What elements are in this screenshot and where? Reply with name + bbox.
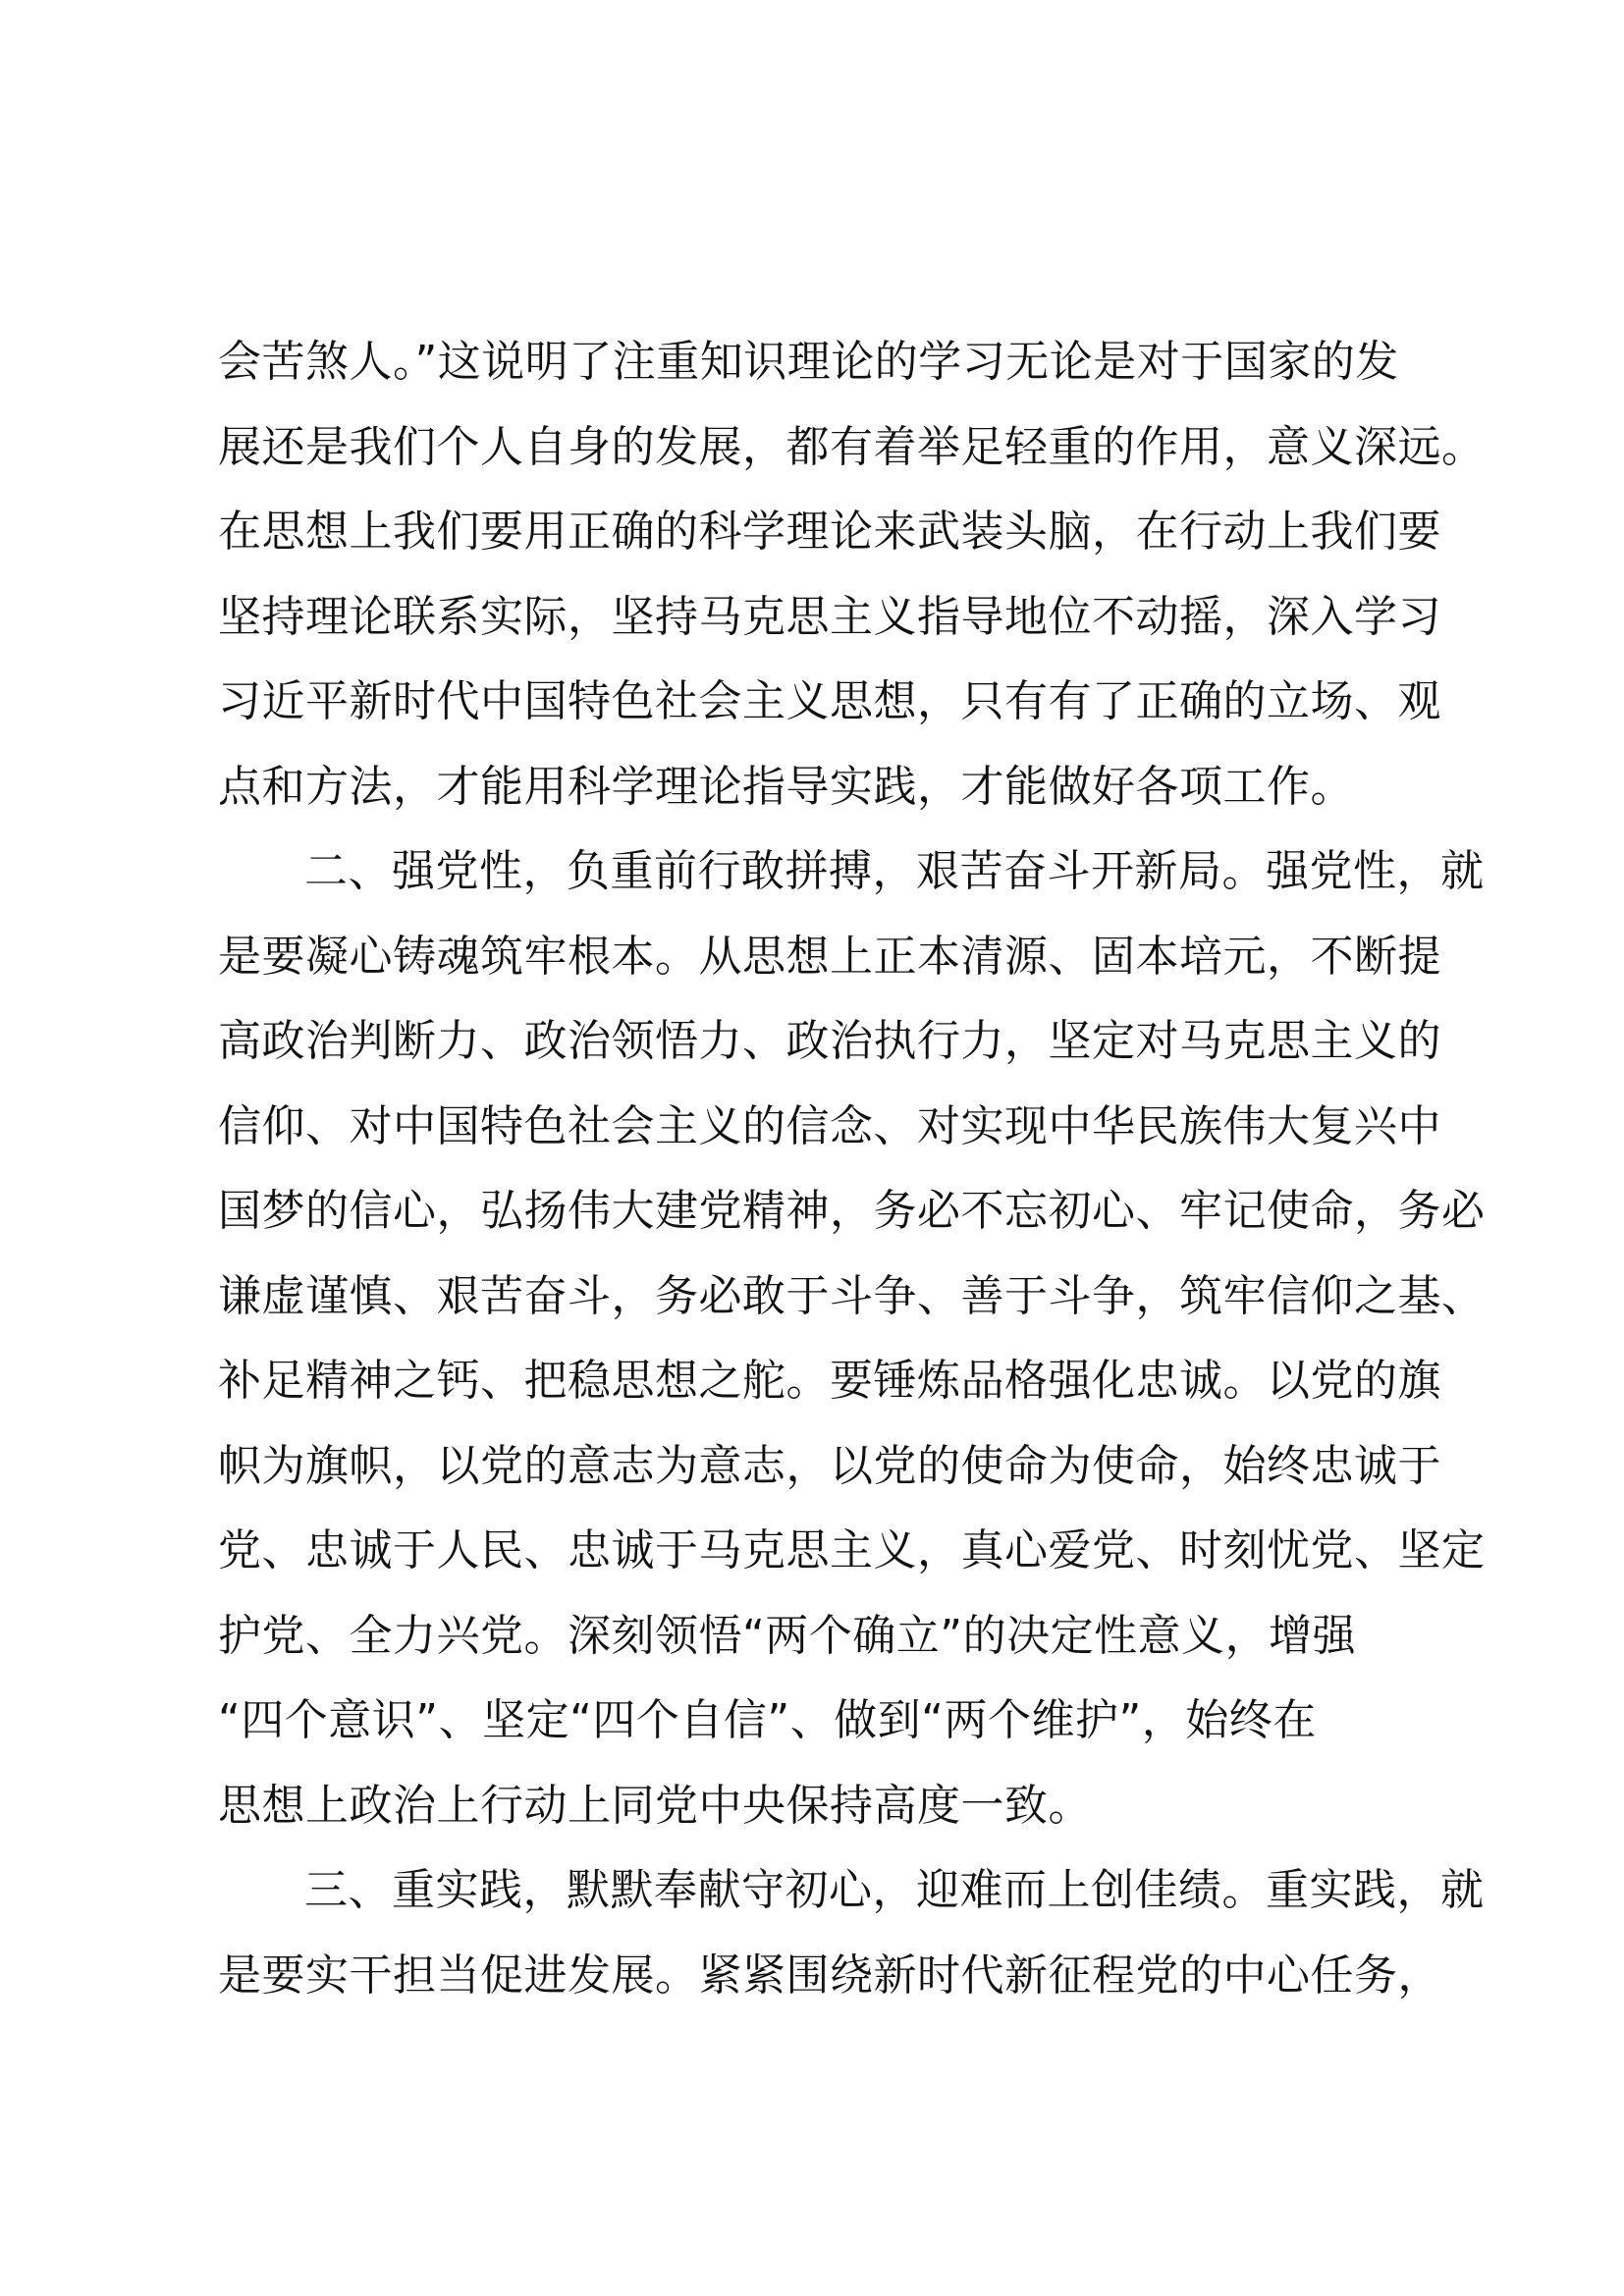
text-line: 展还是我们个人自身的发展，都有着举足轻重的作用，意义深远。 [218,421,1486,472]
text-line: 是要实干担当促进发展。紧紧围绕新时代新征程党的中心任务， [218,1949,1441,2001]
text-line: 会苦煞人。”这说明了注重知识理论的学习无论是对于国家的发 [218,337,1399,387]
text-line: 是要凝心铸魂筑牢根本。从思想上正本清源、固本培元，不断提 [218,931,1441,982]
text-line: 思想上政治上行动上同党中央保持高度一致。 [218,1780,1092,1831]
text-line: 帜为旗帜，以党的意志为意志，以党的使命为使命，始终忠诚于 [218,1440,1441,1491]
text-line: 护党、全力兴党。深刻领悟“两个确立”的决定性意义，增强 [218,1610,1357,1661]
text-line: 点和方法，才能用科学理论指导实践，才能做好各项工作。 [218,761,1354,812]
text-line: 补足精神之钙、把稳思想之舵。要锤炼品格强化忠诚。以党的旗 [218,1356,1441,1406]
section-heading-line: 三、重实践，默默奉献守初心，迎难而上创佳绩。重实践，就 [304,1865,1485,1915]
text-line: 坚持理论联系实际，坚持马克思主义指导地位不动摇，深入学习 [218,591,1441,642]
text-line: 在思想上我们要用正确的科学理论来武装头脑，在行动上我们要 [218,507,1441,557]
text-line: 信仰、对中国特色社会主义的信念、对实现中华民族伟大复兴中 [218,1100,1441,1151]
text-line: 党、忠诚于人民、忠诚于马克思主义，真心爱党、时刻忧党、坚定 [218,1525,1486,1575]
section-heading-line: 二、强党性，负重前行敢拼搏，艰苦奋斗开新局。强党性，就 [304,846,1485,896]
text-line: 国梦的信心，弘扬伟大建党精神，务必不忘初心、牢记使命，务必 [218,1186,1486,1236]
text-line: 谦虚谨慎、艰苦奋斗，务必敢于斗争、善于斗争，筑牢信仰之基、 [218,1270,1486,1321]
body-text [218,320,1486,2018]
text-line: 习近平新时代中国特色社会主义思想，只有有了正确的立场、观 [218,676,1441,726]
text-line: 高政治判断力、政治领悟力、政治执行力，坚定对马克思主义的 [218,1016,1441,1066]
text-line: “四个意识”、坚定“四个自信”、做到“两个维护”，始终在 [218,1695,1317,1745]
